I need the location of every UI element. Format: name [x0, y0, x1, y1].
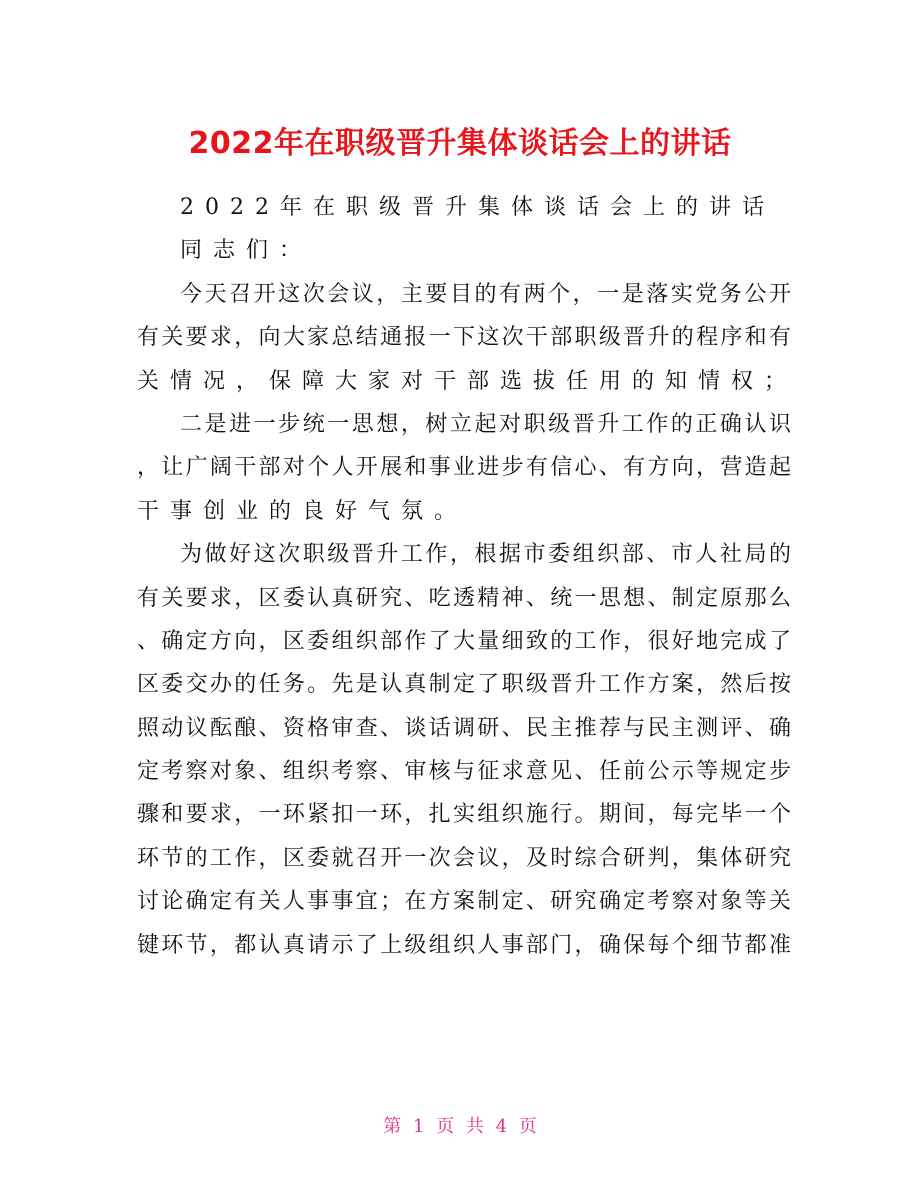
text-line: 为做好这次职级晋升工作，根据市委组织部、市人社局的: [180, 542, 791, 568]
text-line: 区委交办的任务。先是认真制定了职级晋升工作方案，然后按: [137, 672, 791, 698]
text-line: 有关要求，向大家总结通报一下这次干部职级晋升的程序和有: [137, 325, 791, 351]
text-line: 讨论确定有关人事事宜；在方案制定、研究确定考察对象等关: [137, 889, 791, 915]
text-line: 关情况，保障大家对干部选拔任用的知情权；: [137, 368, 798, 394]
text-line: 2022年在职级晋升集体谈话会上的讲话: [180, 195, 775, 220]
text-line: 、确定方向，区委组织部作了大量细致的工作，很好地完成了: [137, 628, 791, 654]
text-line: 干事创业的良好气氛。: [137, 498, 468, 524]
text-line: 二是进一步统一思想，树立起对职级晋升工作的正确认识: [180, 411, 791, 437]
text-line: 有关要求，区委认真研究、吃透精神、统一思想、制定原那么: [137, 585, 791, 611]
page-indicator: 第 1 页 共 4 页: [383, 1116, 537, 1137]
text-line: 环节的工作，区委就召开一次会议，及时综合研判，集体研究: [137, 845, 791, 871]
text-line: ，让广阔干部对个人开展和事业进步有信心、有方向，营造起: [137, 455, 791, 481]
text-line: 今天召开这次会议，主要目的有两个，一是落实党务公开: [180, 281, 791, 307]
text-line: 照动议酝酿、资格审查、谈话调研、民主推荐与民主测评、确: [137, 715, 791, 741]
text-line: 骤和要求，一环紧扣一环，扎实组织施行。期间，每完毕一个: [137, 802, 791, 828]
text-line: 键环节，都认真请示了上级组织人事部门，确保每个细节都准: [137, 932, 791, 958]
document-title: 2022年在职级晋升集体谈话会上的讲话: [188, 126, 732, 161]
text-line: 同志们：: [180, 238, 313, 264]
text-line: 定考察对象、组织考察、审核与征求意见、任前公示等规定步: [137, 759, 791, 785]
document-body: [137, 186, 798, 967]
